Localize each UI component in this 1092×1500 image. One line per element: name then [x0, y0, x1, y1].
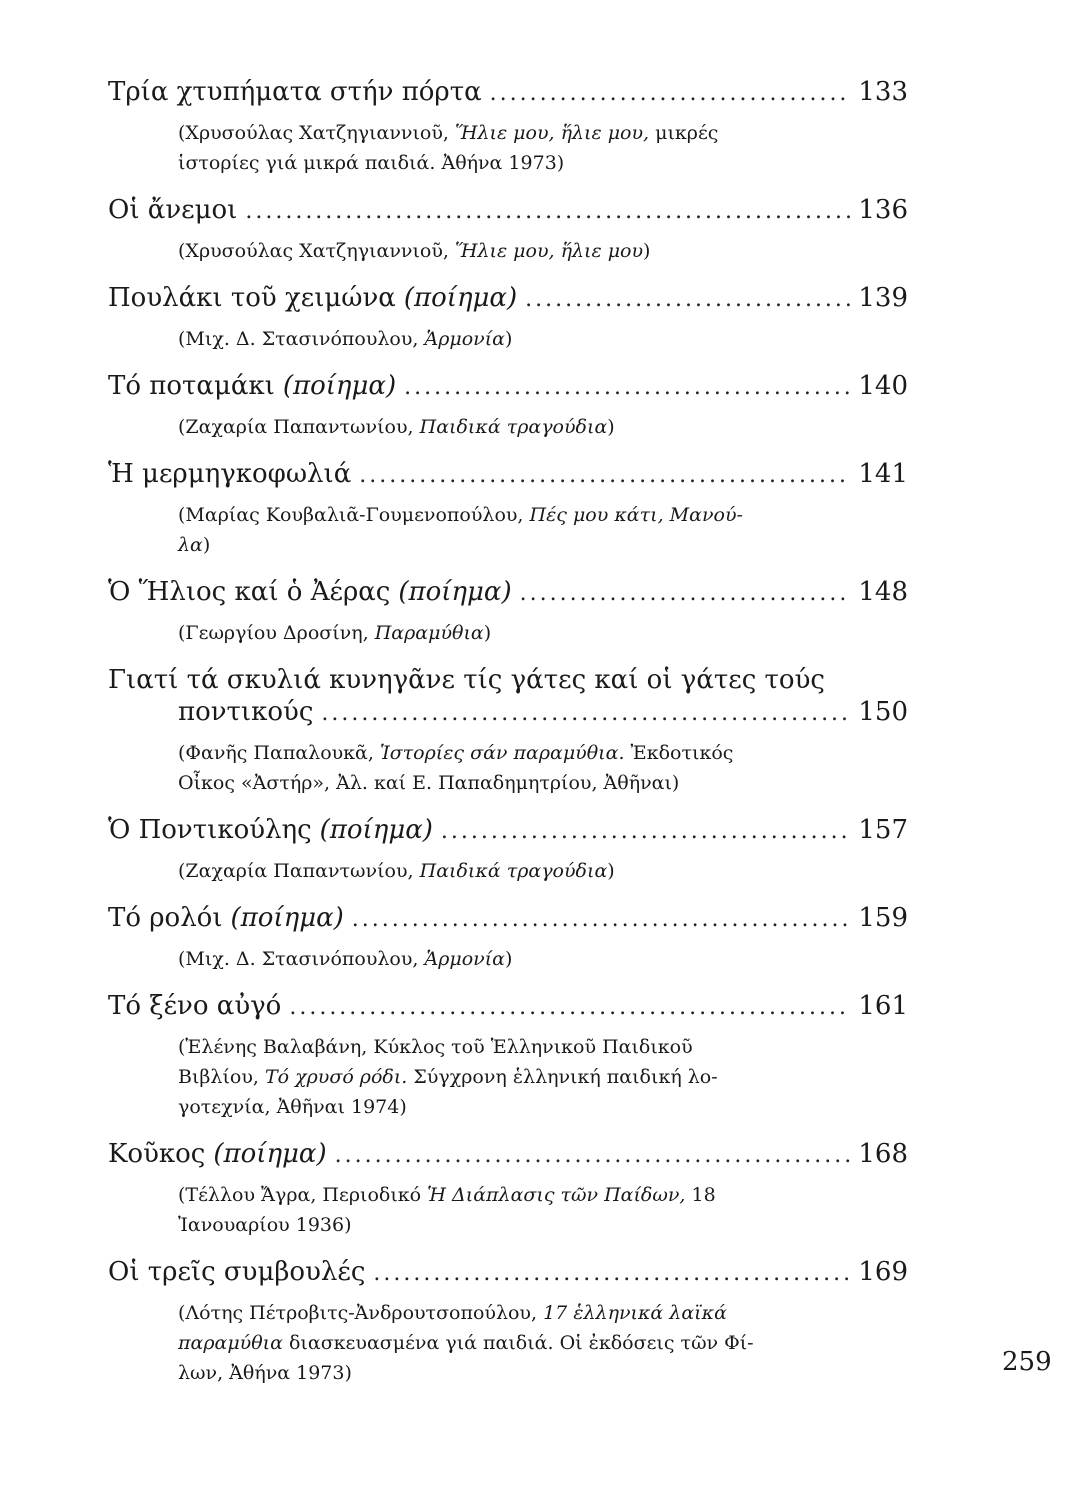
toc-entry — [108, 282, 908, 370]
dot-leader — [245, 196, 850, 228]
toc-title-row — [108, 194, 908, 226]
entry-source-line: Ἰανουαρίου 1936) — [178, 1214, 352, 1236]
toc-title-row — [108, 990, 908, 1022]
entry-title: Ὁ Ἥλιος καί ὁ Ἀέρας — [108, 577, 391, 607]
toc-title-row — [108, 664, 908, 696]
toc-entry — [108, 194, 908, 282]
entry-page-number: 140 — [858, 371, 908, 401]
entry-genre: (ποίημα) — [319, 815, 433, 845]
dot-leader — [352, 904, 850, 936]
entry-genre: (ποίημα) — [403, 283, 518, 313]
dot-leader — [289, 992, 850, 1024]
entry-page-number: 161 — [858, 991, 908, 1021]
entry-source-line: (Γεωργίου Δροσίνη, Παραμύθια) — [178, 622, 492, 644]
toc-entry — [108, 1138, 908, 1256]
toc-title-row — [108, 282, 908, 314]
table-of-contents — [108, 76, 908, 1404]
entry-title: Γιατί τά σκυλιά κυνηγᾶνε τίς γάτες καί οἱ γάτες τούς — [108, 665, 825, 695]
dot-leader — [373, 1258, 850, 1290]
entry-page-number: 168 — [858, 1139, 908, 1169]
toc-entry — [108, 990, 908, 1138]
entry-page-number: 159 — [858, 903, 908, 933]
entry-source-line: (Φανῆς Παπαλουκᾶ, Ἱστορίες σάν παραμύθια. Ἐκδοτικός — [178, 742, 734, 764]
toc-title-row — [108, 1256, 908, 1288]
dot-leader — [525, 284, 850, 316]
entry-title: Οἱ τρεῖς συμβουλές — [108, 1257, 366, 1287]
entry-source-line: γοτεχνία, Ἀθῆναι 1974) — [178, 1096, 407, 1118]
entry-title: Κοῦκος — [108, 1139, 206, 1169]
entry-source-line: (Ζαχαρία Παπαντωνίου, Παιδικά τραγούδια) — [178, 860, 615, 882]
toc-entry — [108, 1256, 908, 1404]
toc-entry — [108, 664, 908, 814]
entry-source-line: ἱστορίες γιά μικρά παιδιά. Ἀθήνα 1973) — [178, 152, 565, 174]
entry-source-line: (Χρυσούλας Χατζηγιαννιοῦ, Ἥλιε μου, ἥλιε μου, μικρές — [178, 122, 719, 144]
entry-page-number: 148 — [858, 577, 908, 607]
entry-source-line: (Χρυσούλας Χατζηγιαννιοῦ, Ἥλιε μου, ἥλιε μου) — [178, 240, 651, 262]
entry-title: Ὁ Ποντικούλης — [108, 815, 312, 845]
entry-source-line: (Ζαχαρία Παπαντωνίου, Παιδικά τραγούδια) — [178, 416, 615, 438]
page-number: 259 — [1002, 1347, 1052, 1377]
entry-page-number: 157 — [858, 815, 908, 845]
dot-leader — [359, 460, 850, 492]
toc-title-row — [108, 76, 908, 108]
entry-page-number: 150 — [858, 697, 908, 727]
dot-leader — [520, 578, 850, 610]
entry-genre: (ποίημα) — [282, 371, 397, 401]
entry-source-line: (Μιχ. Δ. Στασινόπουλου, Ἁρμονία) — [178, 328, 513, 350]
entry-source-line: (Ἑλένης Βαλαβάνη, Κύκλος τοῦ Ἑλληνικοῦ Παιδικοῦ — [178, 1036, 693, 1058]
toc-title-row — [108, 576, 908, 608]
toc-entry — [108, 370, 908, 458]
entry-source-line: (Μαρίας Κουβαλιᾶ-Γουμενοπούλου, Πές μου κάτι, Μανού- — [178, 504, 743, 526]
entry-title: ποντικούς — [178, 697, 314, 727]
entry-page-number: 141 — [858, 459, 908, 489]
dot-leader — [404, 372, 850, 404]
entry-title: Πουλάκι τοῦ χειμώνα — [108, 283, 396, 313]
entry-title: Τό ρολόι — [108, 903, 223, 933]
entry-source-line: λων, Ἀθήνα 1973) — [178, 1362, 352, 1384]
toc-entry — [108, 458, 908, 576]
entry-title: Οἱ ἄνεμοι — [108, 195, 238, 225]
toc-title-row — [108, 1138, 908, 1170]
toc-title-row — [108, 458, 908, 490]
dot-leader — [335, 1140, 850, 1172]
entry-source-line: (Τέλλου Ἄγρα, Περιοδικό Ἡ Διάπλασις τῶν Παίδων, 18 — [178, 1184, 716, 1206]
entry-source-line: παραμύθια διασκευασμένα γιά παιδιά. Οἱ ἐκδόσεις τῶν Φί- — [178, 1332, 754, 1354]
toc-title-row — [108, 902, 908, 934]
toc-entry — [108, 814, 908, 902]
entry-source-line: Βιβλίου, Τό χρυσό ρόδι. Σύγχρονη ἑλληνική παιδική λο- — [178, 1066, 718, 1088]
entry-source-line: (Μιχ. Δ. Στασινόπουλου, Ἁρμονία) — [178, 948, 513, 970]
toc-title-row — [108, 814, 908, 846]
entry-page-number: 139 — [858, 283, 908, 313]
entry-title: Τό ποταμάκι — [108, 371, 275, 401]
entry-page-number: 169 — [858, 1257, 908, 1287]
entry-page-number: 133 — [858, 77, 908, 107]
dot-leader — [321, 698, 850, 730]
toc-entry — [108, 76, 908, 194]
entry-genre: (ποίημα) — [230, 903, 344, 933]
toc-entry — [108, 902, 908, 990]
entry-title: Ἡ μερμηγκοφωλιά — [108, 459, 352, 489]
toc-entry — [108, 576, 908, 664]
entry-genre: (ποίημα) — [398, 577, 512, 607]
entry-page-number: 136 — [858, 195, 908, 225]
entry-genre: (ποίημα) — [213, 1139, 327, 1169]
dot-leader — [441, 816, 850, 848]
entry-title: Τό ξένο αὐγό — [108, 991, 282, 1021]
entry-title: Τρία χτυπήματα στήν πόρτα — [108, 77, 482, 107]
entry-source-line: λα) — [178, 534, 211, 556]
dot-leader — [490, 78, 850, 110]
entry-source-line: Οἶκος «Ἀστήρ», Ἀλ. καί Ε. Παπαδημητρίου, Ἀθῆναι) — [178, 772, 680, 794]
toc-title-row — [108, 696, 908, 728]
entry-source-line: (Λότης Πέτροβιτς-Ἀνδρουτσοπούλου, 17 ἑλληνικά λαϊκά — [178, 1302, 727, 1324]
toc-title-row — [108, 370, 908, 402]
